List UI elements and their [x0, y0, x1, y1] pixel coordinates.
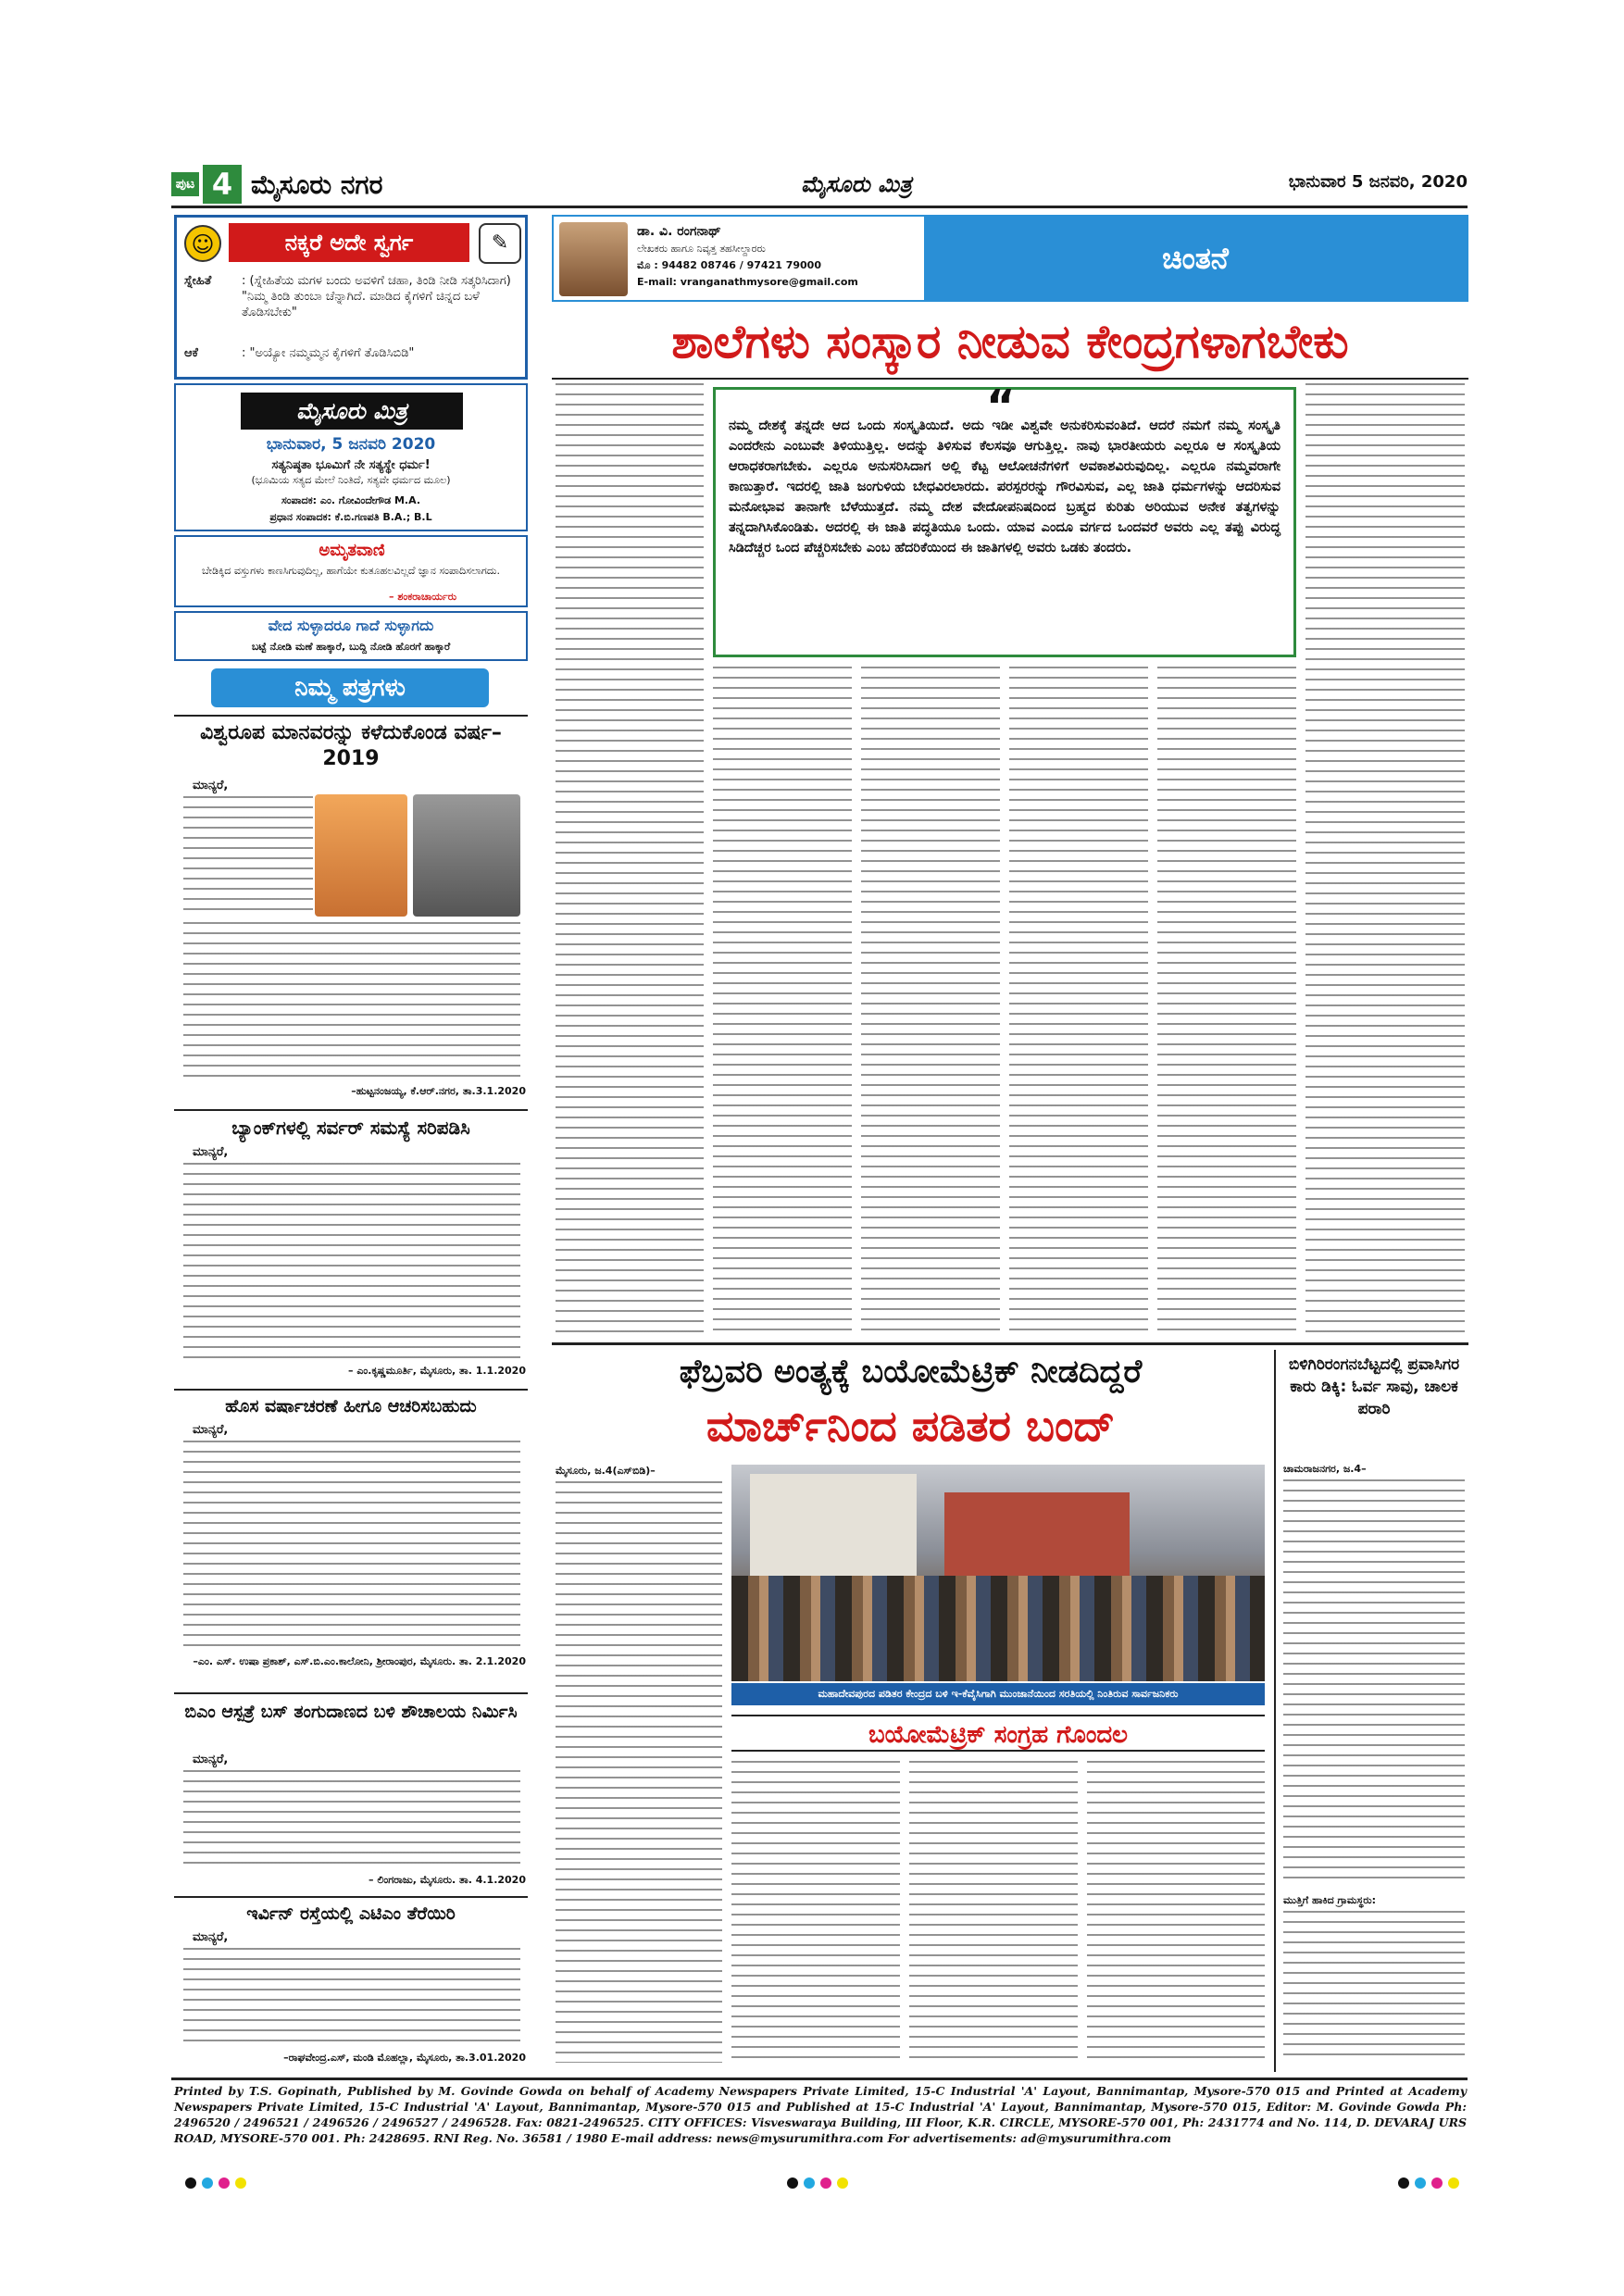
article-body: [1305, 383, 1465, 1337]
letter-title: ವಿಶ್ವರೂಪ ಮಾನವರನ್ನು ಕಳೆದುಕೊಂಡ ವರ್ಷ–2019: [200, 721, 502, 770]
biometric-story: [552, 1350, 1269, 2072]
footer-rule: [171, 2078, 1468, 2080]
joke-line-2: : "ಅಯ್ಯೋ ನಮ್ಮಮ್ಮನ ಕೈಗಳಿಗೆ ತೊಡಿಸಿಬಿಡಿ": [242, 346, 415, 360]
author-photo: [559, 222, 628, 296]
letter-1: [174, 715, 528, 1104]
veda-box: [174, 611, 528, 661]
article-body: [1283, 1479, 1465, 1887]
page-label: ಪುಟ: [171, 172, 199, 196]
photo-caption: ಮಹಾದೇವಪುರದ ಪಡಿತರ ಕೇಂದ್ರದ ಬಳಿ ಇ-ಕೆವೈಸಿಗಾಗಿ ಮುಂಜಾನೆಯಿಂದ ಸರತಿಯಲ್ಲಿ ನಿಂತಿರುವ ಸಾರ್ವಜನಿಕರು: [731, 1683, 1265, 1705]
letter-signature: –ಹುಟ್ಟನಂಜಯ್ಯ, ಕೆ.ಆರ್.ನಗರ, ತಾ.3.1.2020: [351, 1085, 526, 1097]
registration-dot-yellow: [837, 2177, 848, 2189]
letter-body: [183, 1163, 520, 1359]
article-body: [1157, 667, 1296, 1337]
registration-dot-yellow: [235, 2177, 246, 2189]
chintane-headline: ಶಾಲೆಗಳು ಸಂಸ್ಕಾರ ನೀಡುವ ಕೇಂದ್ರಗಳಾಗಬೇಕು: [671, 315, 1349, 368]
article-body: [1087, 1761, 1265, 2063]
accident-headline: ಬಿಳಿಗಿರಿರಂಗನಬೆಟ್ಟದಲ್ಲಿ ಪ್ರವಾಸಿಗರ ಕಾರು ಡಿಕ್ಕಿ: ಓರ್ವ ಸಾವು, ಚಾಲಕ ಪರಾರಿ: [1288, 1355, 1460, 1418]
letter-signature: –ರಾಘವೇಂದ್ರ.ಎಸ್, ಮಂಡಿ ಮೊಹಲ್ಲಾ, ಮೈಸೂರು, ತಾ.3.01.2020: [283, 2052, 526, 2064]
registration-dot-yellow: [1448, 2177, 1459, 2189]
editor-line: ಸಂಪಾದಕ: ಎಂ. ಗೋವಿಂದೇಗೌಡ M.A.: [281, 494, 421, 506]
imprint: Printed by T.S. Gopinath, Published by M. Govinde Gowda on behalf of Academy Newspapers Private Limited, 15-C Industrial 'A' Layout, Bannimantap, Mysore-570 015 and Printed at Academy Newspapers Private Limited, 15-C Industrial 'A' Layout, Bannimantap, Mysore-570 015 and Published at 15-C Industrial 'A' Layout, Bannimantap, Mysore-570 015, Editor: M. Govinde Gowda Ph: 2496520 / 2496521 / 2496526 / 2496527 / 2496528. Fax: 0821-2496525. CITY OFFICES: Visveswaraya Building, III Floor, K.R. CIRCLE, MYSORE-570 001, Ph: 2431774 and No. 114, D. DEVARAJ URS ROAD, MYSORE-570 001. Ph: 2428695. RNI Reg. No. 36581 / 1980 E-mail address: news@mysurumithra.com For advertisements: ad@mysurumithra.com: [174, 2084, 1467, 2145]
registration-dot-black: [1398, 2177, 1409, 2189]
masthead-logo: ಮೈಸೂರು ಮಿತ್ರ: [241, 393, 463, 430]
letter-title: ಇರ್ವಿನ್ ರಸ್ತೆಯಲ್ಲಿ ಎಟಿಎಂ ತೆರೆಯಿರಿ: [246, 1903, 456, 1924]
letter-title: ಬಿಎಂ ಆಸ್ಪತ್ರೆ ಬಸ್ ತಂಗುದಾಣದ ಬಳಿ ಶೌಚಾಲಯ ನಿರ್ಮಿಸಿ: [184, 1702, 518, 1722]
registration-dot-black: [185, 2177, 196, 2189]
queue-photo: [731, 1465, 1265, 1681]
amritavani-box: [174, 535, 528, 607]
page-number: 4: [203, 165, 242, 204]
photo-building: [750, 1474, 917, 1576]
article-body: [556, 383, 704, 1337]
registration-dot-magenta: [1431, 2177, 1443, 2189]
article-body: [713, 667, 852, 1337]
letter-signature: – ಲಿಂಗರಾಜು, ಮೈಸೂರು. ತಾ. 4.1.2020: [369, 1874, 526, 1886]
letter-salutation: ಮಾನ್ಯರೆ,: [193, 779, 229, 792]
letter-body: [183, 1770, 520, 1866]
page-header: [171, 165, 1468, 204]
veda-text: ಬಟ್ಟೆ ನೋಡಿ ಮಣೆ ಹಾಕ್ಕಾರೆ, ಬುದ್ದಿ ನೋಡಿ ಹೊರಗೆ ಹಾಕ್ಕಾರೆ: [251, 641, 451, 653]
accident-dateline: ಚಾಮರಾಜನಗರ, ಜ.4–: [1283, 1463, 1367, 1475]
registration-dot-cyan: [1415, 2177, 1426, 2189]
joke-line-1: : (ಸ್ನೇಹಿತೆಯ ಮಗಳ ಬಂದು ಅವಳಿಗೆ ಚಹಾ, ತಿಂಡಿ ನೀಡಿ ಸತ್ಕರಿಸಿದಾಗ) "ನಿಮ್ಮ ತಿಂಡಿ ತುಂಬಾ ಚೆನ್ನಾಗಿದೆ. ಮಾಡಿದ ಕೈಗಳಿಗೆ ಚಿನ್ನದ ಬಳೆ ತೊಡಿಸಬೇಕು": [242, 274, 511, 319]
article-body: [731, 1761, 900, 2063]
amritavani-title: ಅಮೃತವಾಣಿ: [319, 541, 385, 560]
section-rule: [552, 1342, 1468, 1345]
amritavani-author: – ಶಂಕರಾಚಾರ್ಯರು: [389, 591, 457, 603]
chintane-label: ಚಿಂತನೆ: [924, 217, 1467, 300]
left-column: [174, 215, 528, 2076]
letter-signature: –ಎಂ. ಎಸ್. ಉಷಾ ಪ್ರಕಾಶ್, ಎಸ್.ಬಿ.ಎಂ.ಕಾಲೋನಿ, ಶ್ರೀರಾಂಪುರ, ಮೈಸೂರು. ತಾ. 2.1.2020: [193, 1655, 526, 1667]
author-phone: ಮೊ : 94482 08746 / 97421 79000: [637, 259, 821, 271]
portrait-swamiji: [315, 794, 407, 917]
motto-line: ಸತ್ಯನಿಷ್ಠತಾ ಭೂಮಿಗೆ ನೇ ಸತ್ಯಸ್ಥೇ ಧರ್ಮ!: [271, 458, 431, 472]
laughing-icon: ☺: [184, 225, 221, 262]
registration-dot-cyan: [202, 2177, 213, 2189]
article-body: [556, 1481, 722, 2063]
article-body: [861, 667, 1000, 1337]
joke-speaker-2: ಆಕೆ: [184, 346, 198, 360]
header-date: ಭಾನುವಾರ 5 ಜನವರಿ, 2020: [1288, 172, 1468, 192]
masthead-box: [174, 383, 528, 531]
photo-crowd: [731, 1576, 1265, 1681]
pull-quote-text: ನಮ್ಮ ದೇಶಕ್ಕೆ ತನ್ನದೇ ಆದ ಒಂದು ಸಂಸ್ಕೃತಿಯಿದೆ. ಅದು ಇಡೀ ವಿಶ್ವವೇ ಅನುಕರಿಸುವಂತಿದೆ. ಆದರೆ ನಮಗೆ ನಮ್ಮ ಸಂಸ್ಕೃತಿ ಎಂದರೇನು ಎಂಬುವೇ ತಿಳಿಯುತ್ತಿಲ್ಲ. ಅದನ್ನು ತಿಳಿಸುವ ಕೆಲಸವೂ ಆಗುತ್ತಿಲ್ಲ. ನಾವು ಭಾರತೀಯರು ಎಲ್ಲರೂ ಆ ಸಂಸ್ಕೃತಿಯ ಆರಾಧಕರಾಗಬೇಕು. ಎಲ್ಲರೂ ಅನುಸರಿಸಿದಾಗ ಅಲ್ಲಿ ಕೆಟ್ಟ ಆಲೋಚನೆಗಳಿಗೆ ಅವಕಾಶವಿರುವುದಿಲ್ಲ. ಎಲ್ಲರೂ ನಮ್ಮವರಾಗೇ ಕಾಣುತ್ತಾರೆ. ಇದರಲ್ಲಿ ಜಾತಿ ಜಂಗುಳಿಯ ಬೇಧವಿರಲಾರದು. ಪರಸ್ಪರರನ್ನು ಗೌರವಿಸುವ, ಎಲ್ಲ ಜಾತಿ ಧರ್ಮಗಳನ್ನು ಆದರಿಸುವ ಮನೋಭಾವ ತಾನಾಗೇ ಬೆಳೆಯುತ್ತದೆ. ನಮ್ಮ ದೇಶ ವೇದೋಪನಿಷದಿಂದ ಬ್ರಹ್ಮದ ಕುರಿತು ಅರಿಯುವ ಅನೇಕ ತತ್ವಗಳನ್ನು ತನ್ನದಾಗಿಸಿಕೊಂಡಿತು. ಅದರಲ್ಲಿ ಈ ಜಾತಿ ಪದ್ಧತಿಯೂ ಒಂದು. ಯಾವ ಎಂದೂ ವರ್ಗದ ಒಂದವರೆ ಅವರು ಎಲ್ಲ ತಪ್ಪು ವಿರುದ್ಧ ಸಿಡಿದೆಚ್ಚರ ಒಂದ ಪೆಚ್ಚರಿಸಬೇಕು ಎಂಬ ಹೆದರಿಕೆಯಿಂದ ಈ ಜಾತಿಗಳಲ್ಲಿ ಅವರು ಒಡಕು ತಂದರು.: [729, 418, 1280, 555]
cartoon-icon: ✎: [479, 223, 521, 264]
letter-title: ಹೊಸ ವರ್ಷಾಚರಣೆ ಹೀಗೂ ಆಚರಿಸಬಹುದು: [225, 1396, 477, 1416]
photo-shutter: [944, 1492, 1130, 1576]
biometric-headline-2: ಮಾರ್ಚ್‌ನಿಂದ ಪಡಿತರ ಬಂದ್: [706, 1401, 1116, 1451]
accident-story: [1274, 1350, 1468, 2072]
letter-2: [174, 1109, 528, 1383]
letter-body: [183, 796, 313, 917]
author-email: E-mail: vranganathmysore@gmail.com: [637, 276, 858, 288]
letter-signature: – ಎಂ.ಕೃಷ್ಣಮೂರ್ತಿ, ಮೈಸೂರು, ತಾ. 1.1.2020: [348, 1365, 526, 1377]
nakkare-box: [174, 215, 528, 380]
registration-dot-black: [787, 2177, 798, 2189]
letter-salutation: ಮಾನ್ಯರೆ,: [193, 1145, 229, 1159]
letter-salutation: ಮಾನ್ಯರೆ,: [193, 1930, 229, 1944]
veda-title: ವೇದ ಸುಳ್ಳಾದರೂ ಗಾದೆ ಸುಳ್ಳಾಗದು: [268, 617, 434, 634]
masthead: ಮೈಸೂರು ಮಿತ್ರ: [801, 170, 912, 197]
registration-dot-magenta: [820, 2177, 831, 2189]
letter-salutation: ಮಾನ್ಯರೆ,: [193, 1753, 229, 1766]
biometric-subhead: ಬಯೋಮೆಟ್ರಿಕ್ ಸಂಗ್ರಹ ಗೊಂದಲ: [731, 1715, 1265, 1752]
motto-translation: (ಭೂಮಿಯ ಸತ್ಯದ ಮೇಲೆ ನಿಂತಿದೆ, ಸತ್ಯವೇ ಧರ್ಮದ ಮೂಲ): [251, 474, 451, 486]
letter-title: ಬ್ಯಾಂಕ್‌ಗಳಲ್ಲಿ ಸರ್ವರ್ ಸಮಸ್ಯೆ ಸರಿಪಡಿಸಿ: [231, 1117, 470, 1139]
letter-body: [183, 1948, 520, 2044]
header-rule: [171, 206, 1468, 208]
article-body: [1009, 667, 1148, 1337]
chintane-header: [552, 215, 1468, 302]
quote-mark-icon: “: [986, 381, 1016, 432]
letter-4: [174, 1692, 528, 1890]
pull-quote: [713, 381, 1296, 657]
letters-banner: ನಿಮ್ಮ ಪತ್ರಗಳು: [211, 668, 489, 707]
letter-body: [183, 922, 520, 1079]
headline-rule: [552, 378, 1468, 380]
amritavani-text: ಬೇಡಿಕ್ಕಿದ ವಸ್ತುಗಳು ಕಾಣಸಿಗುವುದಿಲ್ಲ, ಹಾಗೆಯೇ ಕುತೂಹಲವಿಲ್ಲದೆ ಜ್ಞಾನ ಸಂಪಾದಿಸಲಾಗದು.: [201, 565, 500, 577]
letter-5: [174, 1896, 528, 2072]
letter-salutation: ಮಾನ್ಯರೆ,: [193, 1423, 229, 1437]
registration-dot-cyan: [804, 2177, 815, 2189]
letter-body: [183, 1441, 520, 1650]
masthead-date: ಭಾನುವಾರ, 5 ಜನವರಿ 2020: [266, 435, 436, 454]
article-body: [1283, 1911, 1465, 2063]
letter-3: [174, 1389, 528, 1687]
publisher-line: ಪ್ರಧಾನ ಸಂಪಾದಕ: ಕೆ.ಬಿ.ಗಣಪತಿ B.A.; B.L: [269, 511, 432, 523]
joke-speaker-1: ಸ್ನೇಹಿತೆ: [184, 274, 212, 288]
accident-subhead: ಮುತ್ತಿಗೆ ಹಾಕಿದ ಗ್ರಾಮಸ್ಥರು:: [1283, 1894, 1376, 1906]
biometric-dateline: ಮೈಸೂರು, ಜ.4(ಎಸ್‌ಬಿಡಿ)–: [556, 1465, 656, 1477]
author-role: ಲೇಖಕರು ಹಾಗೂ ನಿವೃತ್ತ ತಹಸೀಲ್ದಾರರು: [637, 243, 766, 255]
author-name: ಡಾ. ವಿ. ರಂಗನಾಥ್: [637, 224, 721, 239]
nakkare-title: ನಕ್ಕರೆ ಅದೇ ಸ್ವರ್ಗ: [229, 223, 469, 262]
portrait-scholar: [413, 794, 520, 917]
registration-dot-magenta: [219, 2177, 230, 2189]
article-body: [909, 1761, 1078, 2063]
section-title: ಮೈಸೂರು ನಗರ: [251, 169, 383, 200]
biometric-headline-1: ಫೆಬ್ರವರಿ ಅಂತ್ಯಕ್ಕೆ ಬಯೋಮೆಟ್ರಿಕ್ ನೀಡದಿದ್ದರೆ: [679, 1354, 1143, 1391]
